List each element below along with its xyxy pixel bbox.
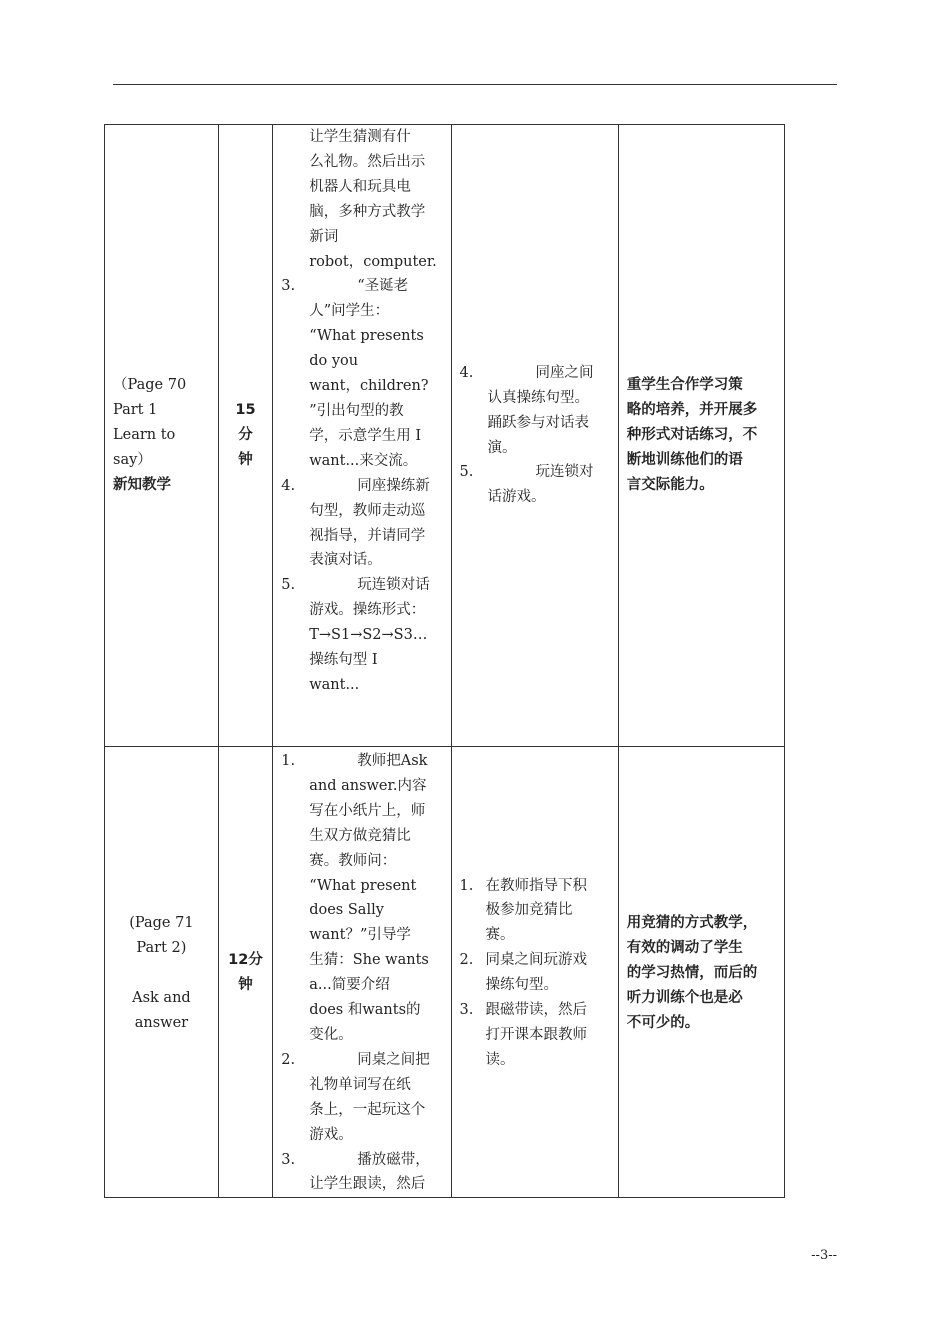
text-line: 赛。 — [485, 927, 515, 944]
text-line: 让学生跟读，然后 — [309, 1176, 426, 1193]
time-value: 12分 钟 — [228, 952, 263, 994]
teacher-step-2 — [273, 1048, 450, 1148]
text-line: 跟磁带读，然后 — [485, 1002, 588, 1019]
text-line: 读。 — [485, 1051, 515, 1068]
text-line: 话游戏。 — [487, 489, 546, 506]
student-activity-cell — [451, 747, 618, 1198]
text-line: 学，示意学生用 I — [309, 427, 422, 444]
text-line: 人”问学生： — [309, 303, 390, 320]
page-number: --3-- — [811, 1248, 837, 1263]
stage-label-line: Ask and — [132, 989, 191, 1006]
text-line: 玩连锁对话 — [357, 577, 430, 594]
text-line: 略的培养，并开展多 — [626, 402, 758, 418]
step-number: 3. — [281, 1151, 296, 1168]
stage-label-line: answer — [134, 1014, 189, 1031]
student-step-2 — [452, 948, 618, 998]
text-line: 机器人和玩具电 — [309, 178, 411, 195]
text-line: 同桌之间把 — [357, 1051, 430, 1068]
teacher-step-4 — [273, 474, 450, 574]
text-line: 视指导，并请同学 — [309, 527, 426, 544]
stage-label-line: Part 1 — [113, 402, 158, 419]
stage-cell — [105, 125, 219, 747]
text-line: 游戏。 — [309, 1126, 353, 1143]
stage-label-bold: 新知教学 — [113, 476, 171, 493]
design-note-cell — [618, 747, 784, 1198]
table-row — [105, 747, 785, 1198]
text-line: 礼物单词写在纸 — [309, 1076, 411, 1093]
stage-label — [105, 909, 218, 1036]
text-line: “What presents — [309, 328, 424, 345]
text-line: ”引出句型的教 — [309, 402, 404, 419]
text-line: want...来交流。 — [309, 452, 418, 469]
text-line: 让学生猜测有什 — [309, 129, 411, 145]
stage-label-line — [109, 961, 214, 986]
text-line: 有效的调动了学生 — [626, 939, 743, 956]
step-number: 3. — [281, 278, 296, 295]
text-line: “What present — [309, 877, 417, 894]
text-line: T→S1→S2→S3… — [309, 627, 428, 644]
time-value: 15 分 钟 — [235, 402, 256, 468]
text-line: 生猜：She wants — [309, 952, 429, 969]
text-line: 句型，教师走动巡 — [309, 502, 426, 519]
text-line: 播放磁带， — [357, 1151, 430, 1168]
step-number: 2. — [281, 1051, 296, 1068]
student-step-5 — [452, 460, 618, 510]
text-line: 生双方做竞猜比 — [309, 827, 411, 844]
stage-label-line: Learn to — [113, 427, 176, 444]
text-line: 的学习热情，而后的 — [626, 964, 758, 981]
text-line: 同座之间 — [535, 364, 594, 381]
step-number: 4. — [281, 477, 296, 494]
stage-label — [105, 373, 218, 498]
text-line: 游戏。操练形式： — [309, 602, 426, 619]
text-line: does 和wants的 — [309, 1002, 421, 1019]
teacher-step-1 — [273, 749, 450, 1048]
text-line: 操练句型。 — [485, 977, 559, 994]
text-line: 断地训练他们的语 — [626, 452, 743, 468]
text-line: 同桌之间玩游戏 — [485, 952, 588, 969]
stage-label-line: say） — [113, 451, 152, 468]
text-line: “圣诞老 — [357, 278, 409, 295]
text-line: 极参加竞猜比 — [485, 902, 573, 919]
design-note-cell — [618, 125, 784, 747]
text-line: robot，computer. — [309, 253, 437, 270]
time-cell — [218, 125, 272, 747]
student-step-4 — [452, 361, 618, 461]
text-line: 种形式对话练习，不 — [626, 427, 758, 443]
text-line: 演。 — [487, 439, 517, 456]
text-line: 打开课本跟教师 — [485, 1026, 588, 1043]
text-line: 用竞猜的方式教学， — [626, 914, 758, 931]
text-line: 认真操练句型。 — [487, 389, 590, 406]
text-line: a...简要介绍 — [309, 977, 390, 994]
teacher-activity-cell — [273, 125, 451, 747]
table-row — [105, 125, 785, 747]
text-line: 脑，多种方式教学 — [309, 203, 426, 220]
student-step-3 — [452, 998, 618, 1073]
teacher-activity-cell — [273, 747, 451, 1198]
text-line: want？”引导学 — [309, 927, 411, 944]
teacher-step-5 — [273, 573, 450, 698]
text-line: 新词 — [309, 228, 339, 245]
text-line: 赛。教师问： — [309, 852, 397, 869]
text-line: 操练句型 I — [309, 652, 378, 669]
text-line: does Sally — [309, 902, 384, 919]
design-note — [619, 373, 784, 498]
text-line: 同座操练新 — [357, 477, 430, 494]
time-cell — [218, 747, 272, 1198]
step-number: 5. — [459, 464, 474, 481]
stage-label-line: (Page 71 — [129, 914, 194, 931]
text-line: 条上，一起玩这个 — [309, 1101, 426, 1118]
teacher-step-3 — [273, 1148, 450, 1198]
student-step-1 — [452, 874, 618, 949]
step-number: 1. — [459, 877, 474, 894]
step-number: 4. — [459, 364, 474, 381]
text-line: want，children? — [309, 378, 429, 395]
text-line: do you — [309, 353, 359, 370]
step-number: 1. — [281, 753, 296, 769]
text-line: 写在小纸片上，师 — [309, 802, 426, 819]
teacher-intro — [273, 125, 450, 274]
text-line: 言交际能力。 — [626, 477, 714, 493]
header-rule — [113, 84, 837, 85]
student-activity-cell — [451, 125, 618, 747]
design-note — [619, 909, 784, 1036]
text-line: 重学生合作学习策 — [626, 377, 743, 393]
stage-label-line: （Page 70 — [113, 377, 187, 394]
lesson-plan-table — [104, 124, 785, 1198]
text-line: 教师把Ask — [357, 753, 428, 769]
text-line: want... — [309, 676, 360, 693]
stage-cell — [105, 747, 219, 1198]
text-line: 不可少的。 — [626, 1014, 700, 1031]
text-line: 变化。 — [309, 1026, 353, 1043]
text-line: 么礼物。然后出示 — [309, 153, 426, 170]
text-line: 听力训练个也是必 — [626, 989, 743, 1006]
text-line: 踊跃参与对话表 — [487, 414, 590, 431]
text-line: and answer.内容 — [309, 777, 427, 794]
text-line: 玩连锁对 — [535, 464, 594, 481]
step-number: 2. — [459, 952, 474, 969]
step-number: 5. — [281, 577, 296, 594]
text-line: 在教师指导下积 — [485, 877, 588, 894]
teacher-step-3 — [273, 274, 450, 473]
stage-label-line: Part 2) — [136, 939, 187, 956]
step-number: 3. — [459, 1002, 474, 1019]
text-line: 表演对话。 — [309, 552, 382, 569]
